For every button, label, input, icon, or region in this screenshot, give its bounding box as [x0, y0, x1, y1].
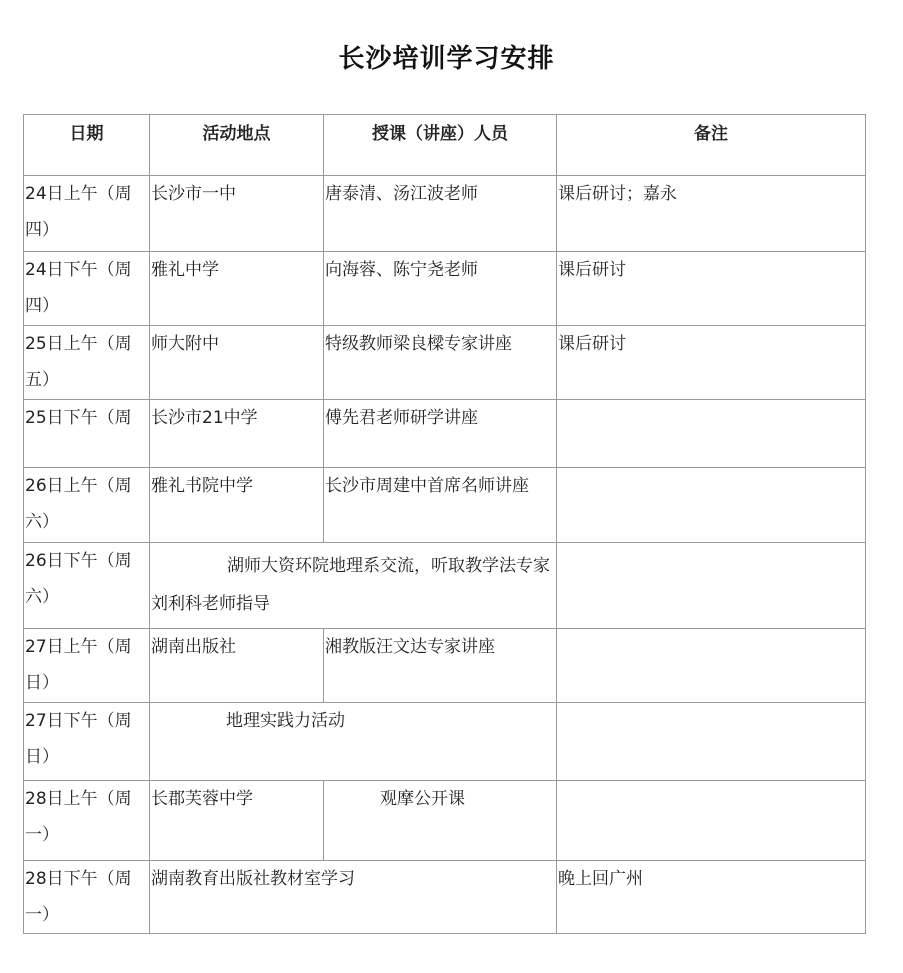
note-cell	[557, 781, 866, 861]
note-cell	[557, 468, 866, 543]
note-cell	[557, 703, 866, 781]
lecturer-cell: 特级教师梁良樑专家讲座	[324, 326, 557, 400]
table-row	[24, 326, 866, 400]
table-row	[24, 861, 866, 934]
note-cell	[557, 543, 866, 629]
date-cell: 27日下午（周日）	[24, 703, 150, 781]
date-cell: 26日下午（周六）	[24, 543, 150, 629]
date-cell: 28日上午（周一）	[24, 781, 150, 861]
note-cell: 课后研讨	[557, 252, 866, 326]
header-lecturer: 授课（讲座）人员	[324, 115, 557, 176]
lecturer-cell: 湘教版汪文达专家讲座	[324, 629, 557, 703]
table-row	[24, 543, 866, 629]
table-row	[24, 400, 866, 468]
merged-activity-cell: 湖南教育出版社教材室学习	[150, 861, 557, 934]
note-cell: 课后研讨	[557, 326, 866, 400]
date-cell: 24日下午（周四）	[24, 252, 150, 326]
note-cell	[557, 629, 866, 703]
place-cell: 长沙市21中学	[150, 400, 324, 468]
table-row	[24, 176, 866, 252]
note-cell	[557, 400, 866, 468]
header-place: 活动地点	[150, 115, 324, 176]
lecturer-cell: 向海蓉、陈宁尧老师	[324, 252, 557, 326]
table-header-row	[24, 115, 866, 176]
table-row	[24, 781, 866, 861]
date-cell: 24日上午（周四）	[24, 176, 150, 252]
place-cell: 长沙市一中	[150, 176, 324, 252]
date-cell: 25日上午（周五）	[24, 326, 150, 400]
place-cell: 湖南出版社	[150, 629, 324, 703]
schedule-table	[23, 114, 866, 934]
merged-activity-cell: 湖师大资环院地理系交流，听取教学法专家刘利科老师指导	[150, 543, 557, 629]
table-row	[24, 468, 866, 543]
date-cell: 28日下午（周一）	[24, 861, 150, 934]
merged-activity-cell: 地理实践力活动	[150, 703, 557, 781]
lecturer-cell: 傅先君老师研学讲座	[324, 400, 557, 468]
header-date: 日期	[24, 115, 150, 176]
place-cell: 雅礼中学	[150, 252, 324, 326]
header-note: 备注	[557, 115, 866, 176]
place-cell: 雅礼书院中学	[150, 468, 324, 543]
date-cell: 26日上午（周六）	[24, 468, 150, 543]
table-row	[24, 252, 866, 326]
date-cell: 27日上午（周日）	[24, 629, 150, 703]
date-cell: 25日下午（周	[24, 400, 150, 468]
place-cell: 长郡芙蓉中学	[150, 781, 324, 861]
lecturer-cell: 长沙市周建中首席名师讲座	[324, 468, 557, 543]
table-row	[24, 629, 866, 703]
lecturer-cell: 观摩公开课	[324, 781, 557, 861]
note-cell: 晚上回广州	[557, 861, 866, 934]
table-row	[24, 703, 866, 781]
note-cell: 课后研讨；嘉永	[557, 176, 866, 252]
page-title: 长沙培训学习安排	[338, 44, 555, 74]
place-cell: 师大附中	[150, 326, 324, 400]
lecturer-cell: 唐泰清、汤江波老师	[324, 176, 557, 252]
